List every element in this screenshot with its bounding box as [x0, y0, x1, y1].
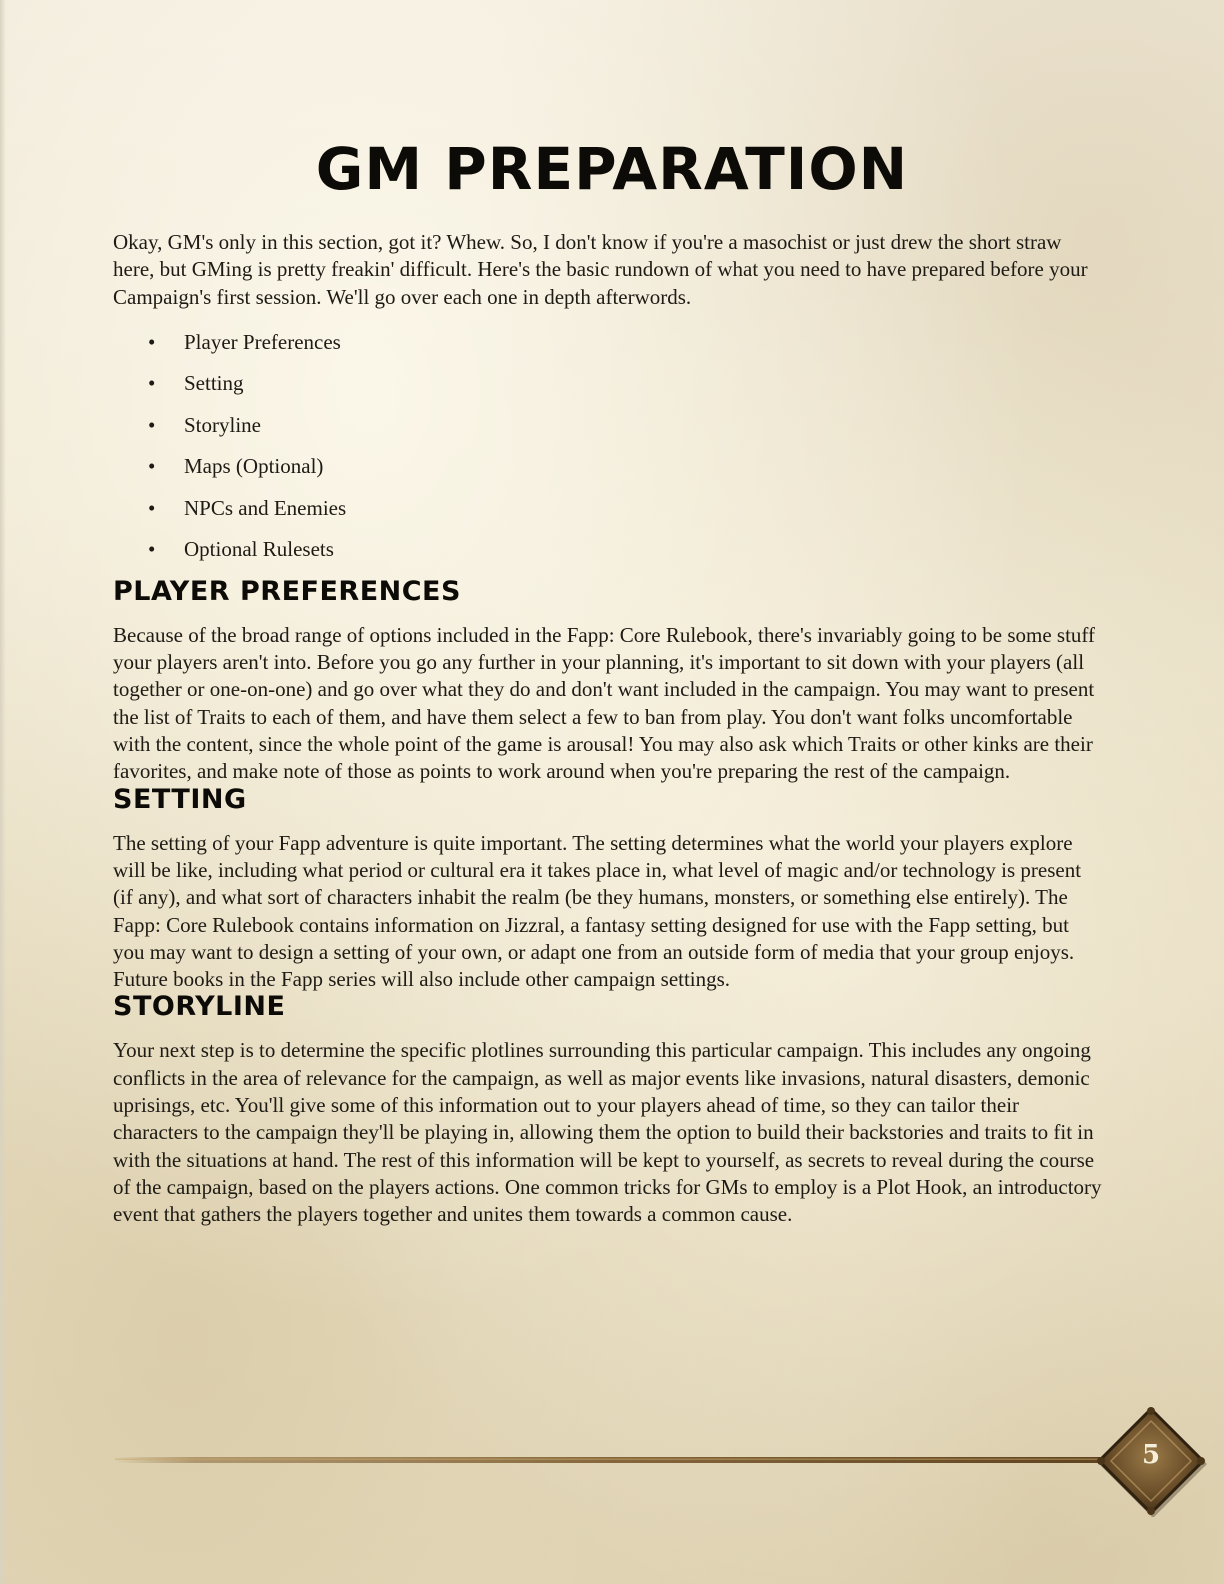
bullet-icon: •	[148, 371, 156, 396]
list-item	[113, 536, 1103, 563]
page-title: GM PREPARATION	[315, 135, 909, 203]
list-item	[113, 412, 1103, 439]
bullet-icon: •	[148, 412, 156, 437]
bullet-icon: •	[148, 537, 156, 562]
list-item-label: Optional Rulesets	[184, 537, 334, 562]
list-item	[113, 329, 1103, 356]
page-number: 5	[1141, 1440, 1161, 1470]
section-heading-storyline: STORYLINE	[113, 991, 286, 1023]
intro-paragraph: Okay, GM's only in this section, got it? Whew. So, I don't know if you're a masochist or just drew the short straw here, but GMing is pretty freakin' difficult. Here's the basic rundown of what you need to have prepared before your Campaign's first session. We'll go over each one in depth afterwords.	[113, 230, 1088, 309]
footer-rule	[115, 1456, 1115, 1464]
section-text-storyline: Your next step is to determine the specific plotlines surrounding this particular campaign. This includes any ongoing conflicts in the area of relevance for the campaign, as well as major events like invasions, natural disasters, demonic uprisings, etc. You'll give some of this information out to your players ahead of time, so they can tailor their characters to the campaign they'll be playing in, allowing them the option to build their backstories and traits to fit in with the situations at hand. The rest of this information will be kept to yourself, as secrets to reveal during the course of the campaign, based on the players actions. One common tricks for GMs to employ is a Plot Hook, an introductory event that gathers the players together and unites them towards a common cause.	[113, 1038, 1102, 1227]
list-item-label: NPCs and Enemies	[184, 495, 347, 520]
list-item-label: Player Preferences	[184, 329, 341, 354]
section-text-player-preferences: Because of the broad range of options included in the Fapp: Core Rulebook, there's invariably going to be some stuff your players aren't into. Before you go any further in your planning, it's important to sit down with your players (all together or one-on-one) and go over what they do and don't want included in the campaign. You may want to present the list of Traits to each of them, and have them select a few to ban from play. You don't want folks uncomfortable with the content, since the whole point of the game is arousal! You may also ask which Traits or other kinks are their favorites, and make note of those as points to work around when you're preparing the rest of the campaign.	[113, 622, 1096, 784]
section-heading-setting: SETTING	[113, 783, 247, 815]
bullet-icon: •	[148, 454, 156, 479]
list-item-label: Setting	[184, 371, 244, 396]
list-item-label: Storyline	[184, 412, 261, 437]
preparation-checklist	[113, 329, 1103, 564]
bullet-icon: •	[148, 495, 156, 520]
section-text-setting: The setting of your Fapp adventure is quite important. The setting determines what the world your players explore will be like, including what period or cultural era it takes place in, what level of magic and/or technology is present (if any), and what sort of characters inhabit the realm (be they humans, monsters, or something else entirely). The Fapp: Core Rulebook contains information on Jizzral, a fantasy setting designed for use with the Fapp setting, but you may want to design a setting of your own, or adapt one from an outside form of media that your group enjoys. Future books in the Fapp series will also include other campaign settings.	[113, 830, 1082, 992]
section-heading-player-preferences: PLAYER PREFERENCES	[113, 575, 461, 607]
list-item	[113, 495, 1103, 522]
list-item-label: Maps (Optional)	[184, 454, 324, 479]
list-item	[113, 453, 1103, 480]
bullet-icon: •	[148, 329, 156, 354]
page-content	[113, 229, 1103, 1229]
list-item	[113, 370, 1103, 397]
